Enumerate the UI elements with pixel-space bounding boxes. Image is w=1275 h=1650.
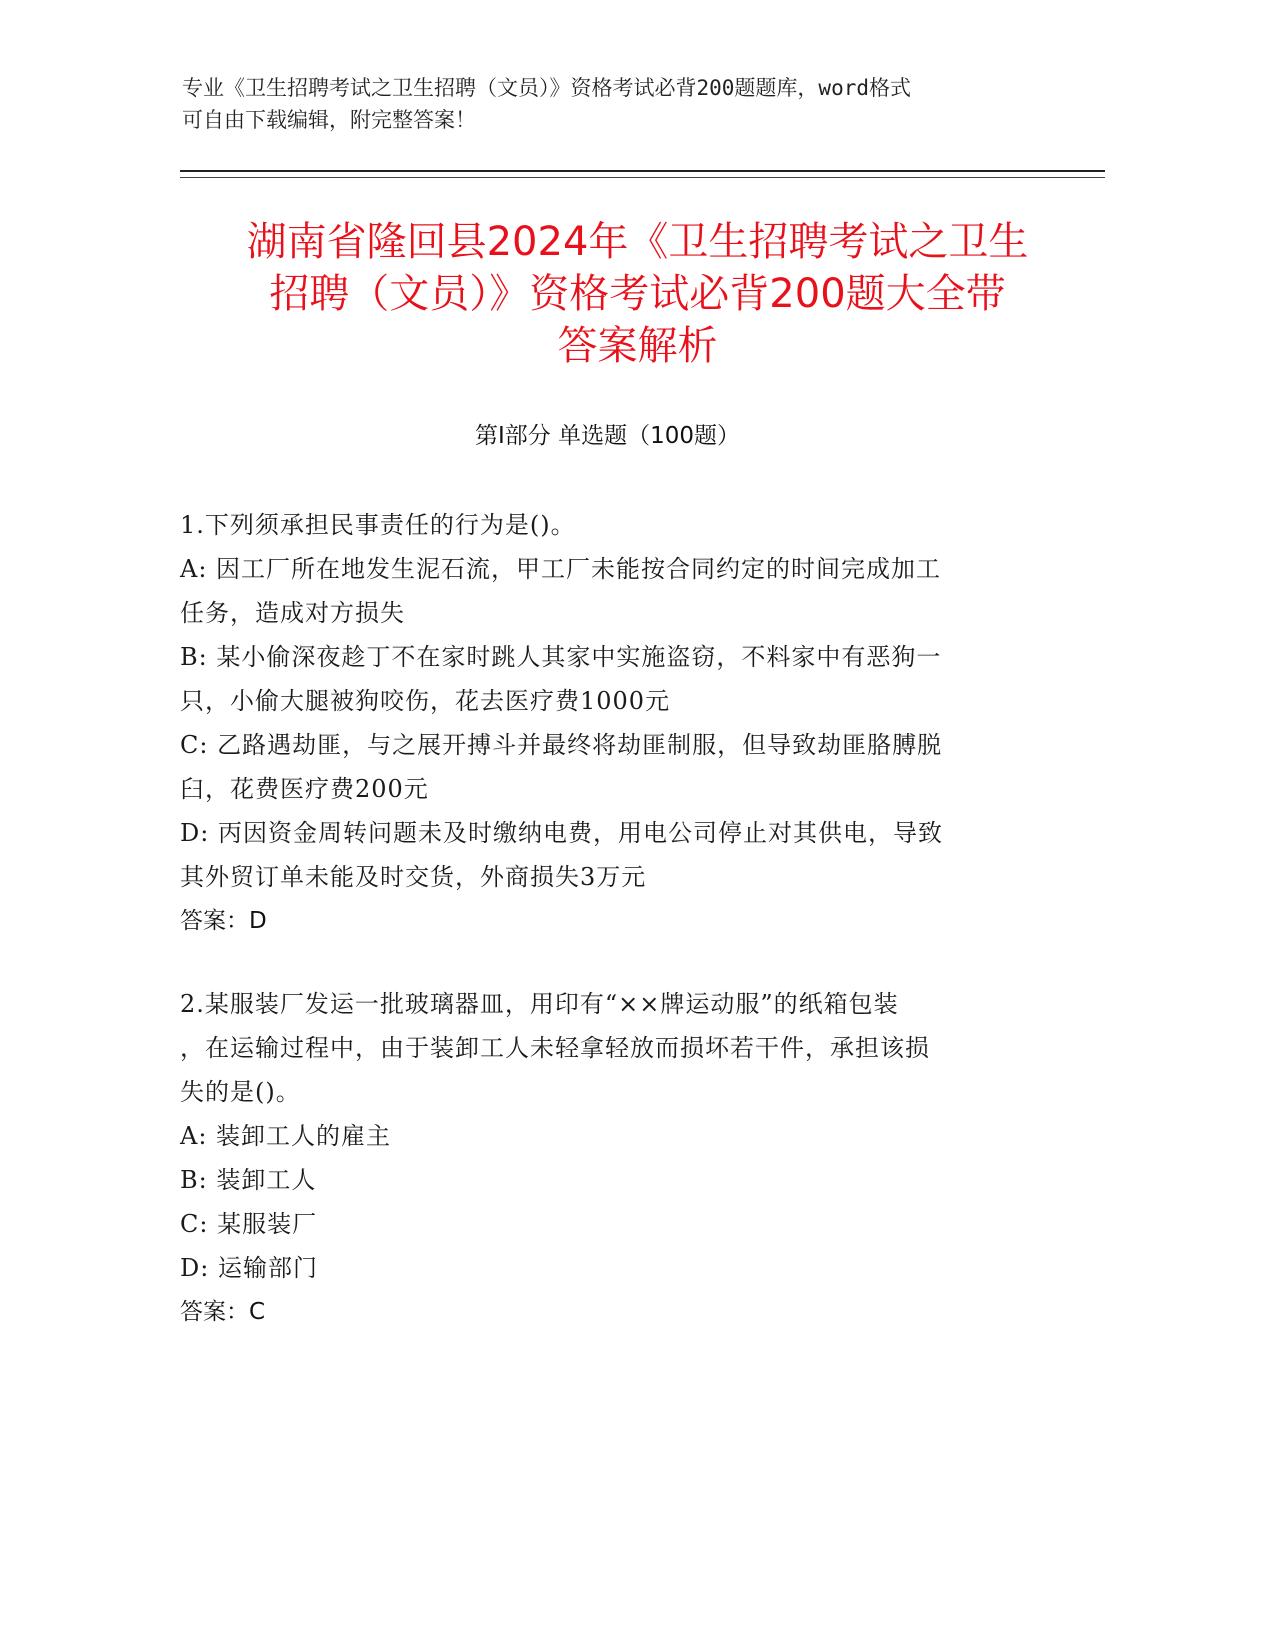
option-text: 臼，花费医疗费200元 [180,775,429,803]
option-c [180,723,1040,811]
document-title [150,216,1125,372]
question-stem-line: ，在运输过程中，由于装卸工人未轻拿轻放而损坏若干件，承担该损 [180,1034,930,1062]
option-a [180,547,1040,635]
option-b [180,635,1040,723]
option-d: D: 运输部门 [180,1254,318,1282]
question-stem-line: 失的是()。 [180,1078,301,1106]
question-stem-line: 2.某服装厂发运一批玻璃器皿，用印有“××牌运动服”的纸箱包装 [180,990,899,1018]
option-text: B: 某小偷深夜趁丁不在家时跳人其家中实施盗窃，不料家中有恶狗一 [180,643,942,671]
option-b: B: 装卸工人 [180,1166,317,1194]
option-a: A: 装卸工人的雇主 [180,1122,392,1150]
option-text: D: 丙因资金周转问题未及时缴纳电费，用电公司停止对其供电，导致 [180,819,943,847]
header-note-line: 可自由下载编辑，附完整答案！ [182,108,476,132]
option-text: 只，小偷大腿被狗咬伤，花去医疗费1000元 [180,687,671,715]
title-line: 答案解析 [557,323,718,369]
question-block [180,982,1040,1334]
question-stem [180,982,1040,1114]
section-heading: 第Ⅰ部分 单选题（100题） [475,423,740,449]
option-text: 任务，造成对方损失 [180,599,405,627]
answer-label: 答案：D [180,908,267,934]
option-c: C: 某服装厂 [180,1210,318,1238]
header-divider-thick [180,170,1105,172]
option-text: A: 因工厂所在地发生泥石流，甲工厂未能按合同约定的时间完成加工 [180,555,942,583]
header-note-line: 专业《卫生招聘考试之卫生招聘（文员）》资格考试必背200题题库，word格式 [182,76,911,100]
answer-label: 答案：C [180,1299,266,1325]
question-stem: 1.下列须承担民事责任的行为是()。 [180,511,576,539]
option-d [180,811,1040,899]
title-line: 招聘（文员）》资格考试必背200题大全带 [269,271,1006,317]
question-block [180,503,1040,943]
option-text: C: 乙路遇劫匪，与之展开搏斗并最终将劫匪制服，但导致劫匪胳膊脱 [180,731,943,759]
header-note [182,72,1032,136]
header-divider-thin [180,177,1105,178]
title-line: 湖南省隆回县2024年《卫生招聘考试之卫生 [246,219,1029,265]
option-text: 其外贸订单未能及时交货，外商损失3万元 [180,863,647,891]
